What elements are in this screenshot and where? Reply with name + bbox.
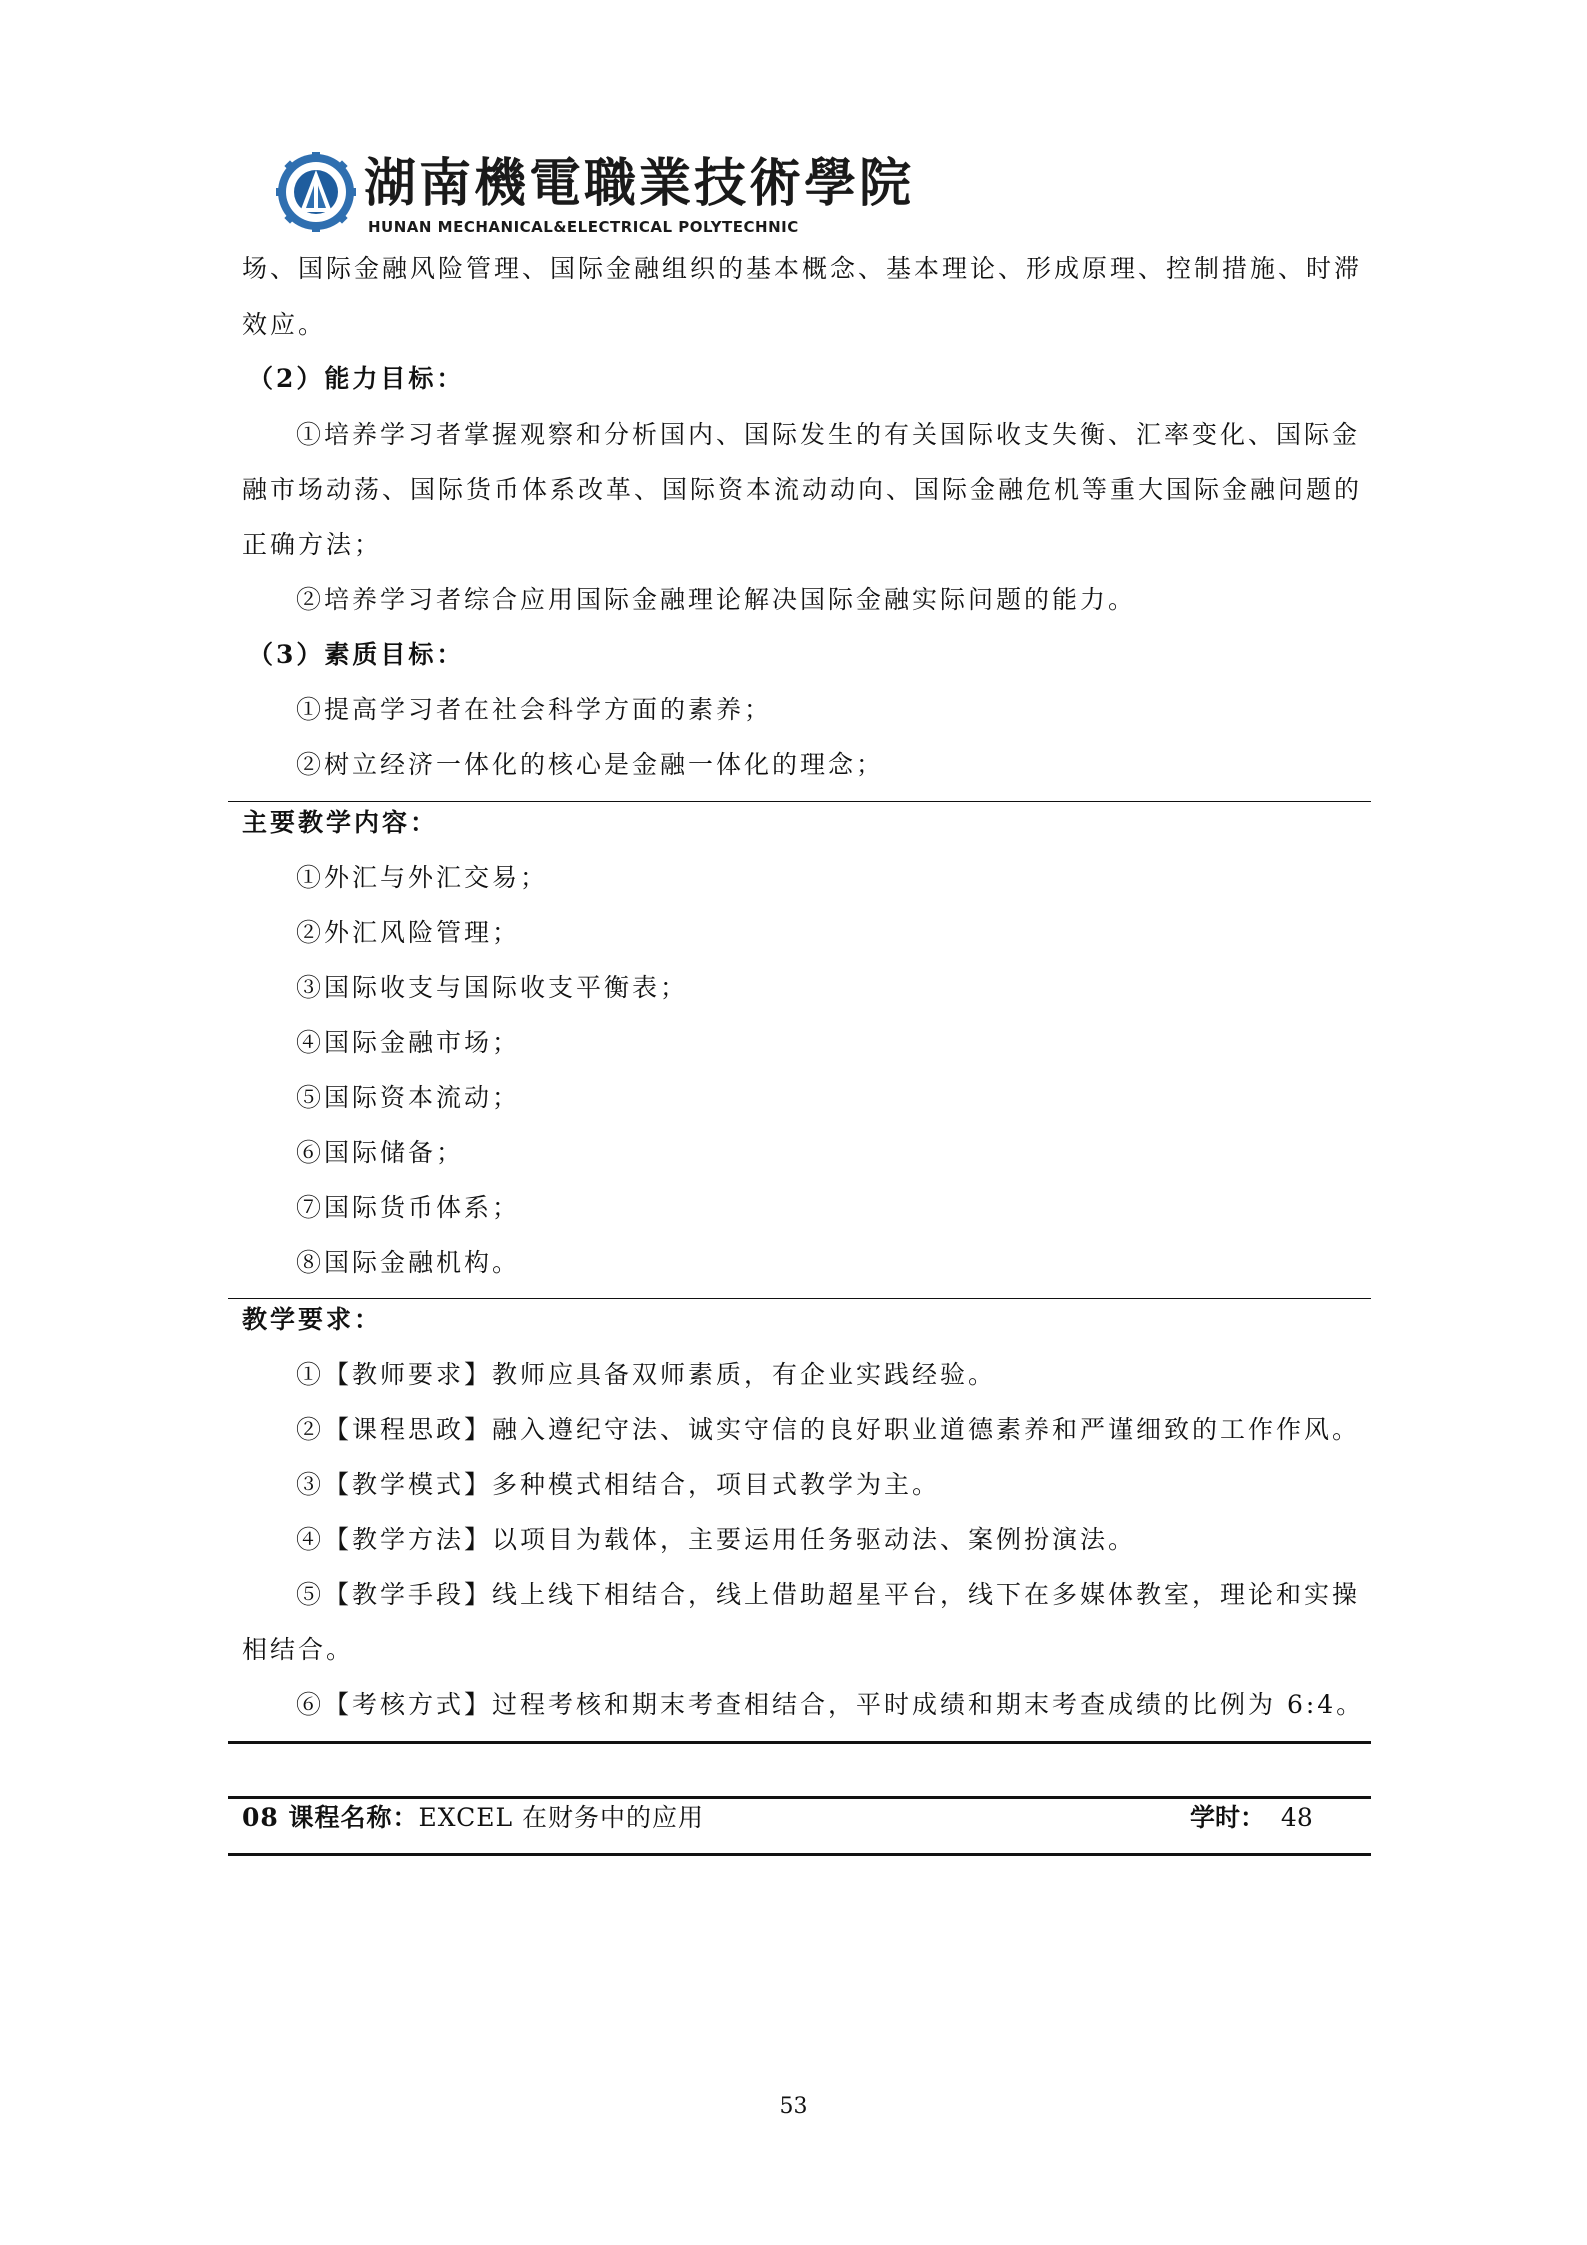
- table-top-rule: [228, 1796, 1371, 1799]
- page-number: 53: [779, 2094, 808, 2119]
- requirement-item: ④【教学方法】以项目为载体，主要运用任务驱动法、案例扮演法。: [296, 1525, 1137, 1554]
- requirement-item: ①【教师要求】教师应具备双师素质，有企业实践经验。: [296, 1360, 997, 1389]
- school-logo-icon: [276, 150, 356, 234]
- content-item: ④国际金融市场；: [296, 1028, 521, 1057]
- content-item: ①外汇与外汇交易；: [296, 863, 549, 892]
- course-name-label: 08 课程名称：: [242, 1803, 419, 1832]
- quality-item-2: ②树立经济一体化的核心是金融一体化的理念；: [296, 750, 885, 779]
- ability-item-2: ②培养学习者综合应用国际金融理论解决国际金融实际问题的能力。: [296, 585, 1137, 614]
- content-item: ③国际收支与国际收支平衡表；: [296, 973, 689, 1002]
- requirement-item: ⑤【教学手段】线上线下相结合，线上借助超星平台，线下在多媒体教室，理论和实操: [296, 1580, 1361, 1609]
- requirement-item-continued: 相结合。: [242, 1635, 355, 1664]
- content-item: ②外汇风险管理；: [296, 918, 521, 947]
- ability-item-1-line-3: 正确方法；: [242, 530, 383, 559]
- school-name: 湖南機電職業技術學院: [364, 153, 915, 214]
- quality-item-1: ①提高学习者在社会科学方面的素养；: [296, 695, 773, 724]
- section-divider: [228, 1298, 1371, 1299]
- ability-item-1-line-1: ①培养学习者掌握观察和分析国内、国际发生的有关国际收支失衡、汇率变化、国际金: [296, 420, 1361, 449]
- hours-label: 学时：: [1190, 1803, 1266, 1832]
- content-item: ⑦国际货币体系；: [296, 1193, 521, 1222]
- school-name-english: HUNAN MECHANICAL&ELECTRICAL POLYTECHNIC: [368, 218, 799, 236]
- requirements-heading: 教学要求：: [242, 1305, 383, 1334]
- table-row-rule: [228, 1853, 1371, 1856]
- content-item: ⑧国际金融机构。: [296, 1248, 521, 1277]
- content-item: ⑥国际储备；: [296, 1138, 465, 1167]
- content-item: ⑤国际资本流动；: [296, 1083, 521, 1112]
- course-name: EXCEL 在财务中的应用: [418, 1803, 705, 1832]
- table-bottom-rule: [228, 1741, 1371, 1744]
- section-divider: [228, 801, 1371, 802]
- requirement-item: ⑥【考核方式】过程考核和期末考查相结合，平时成绩和期末考查成绩的比例为 6:4。: [296, 1690, 1365, 1719]
- knowledge-line-2: 效应。: [242, 310, 327, 339]
- requirement-item: ③【教学模式】多种模式相结合，项目式教学为主。: [296, 1470, 941, 1499]
- hours-value: 48: [1280, 1803, 1313, 1832]
- next-course-title: [242, 1802, 704, 1834]
- ability-item-1-line-2: 融市场动荡、国际货币体系改革、国际资本流动动向、国际金融危机等重大国际金融问题的: [242, 475, 1363, 504]
- requirement-item: ②【课程思政】融入遵纪守法、诚实守信的良好职业道德素养和严谨细致的工作作风。: [296, 1415, 1361, 1444]
- ability-heading: （2）能力目标：: [248, 364, 465, 393]
- course-hours: [1190, 1802, 1313, 1834]
- quality-heading: （3）素质目标：: [248, 640, 465, 669]
- content-heading: 主要教学内容：: [242, 808, 439, 837]
- knowledge-line-1: 场、国际金融风险管理、国际金融组织的基本概念、基本理论、形成原理、控制措施、时滞: [242, 254, 1363, 283]
